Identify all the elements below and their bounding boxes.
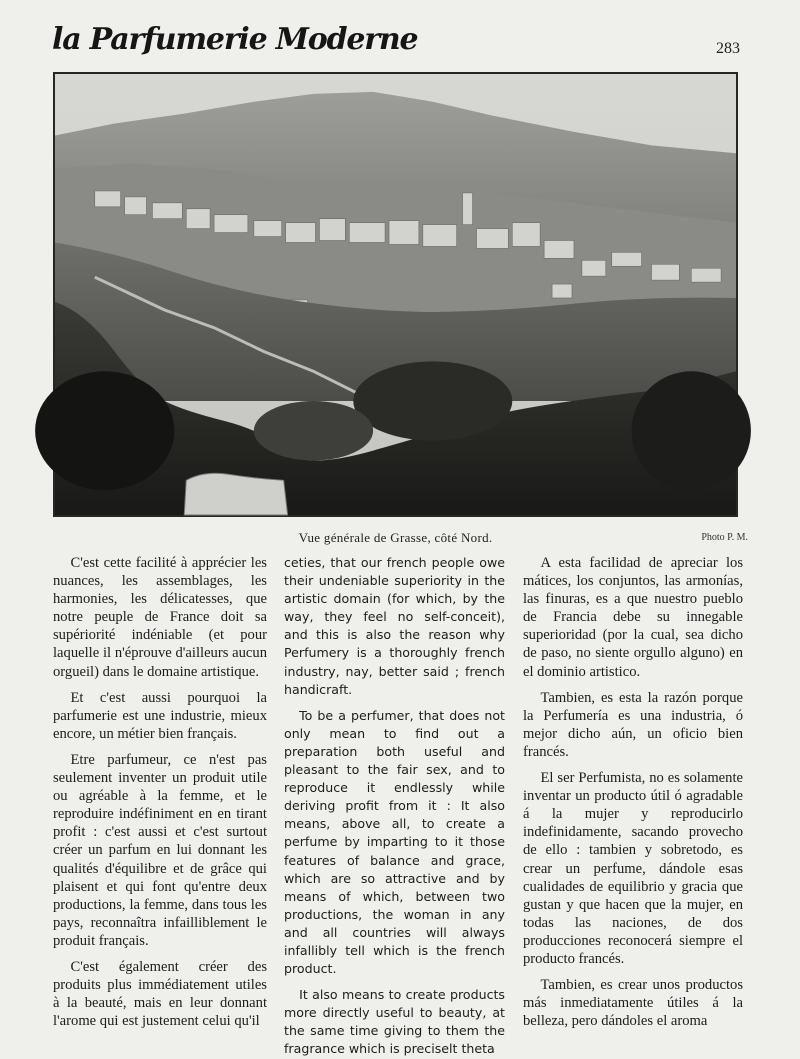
paragraph: To be a perfumer, that does not only mean to find out a preparation both useful and pleasant to the fair sex, and to reproduce it endlessly while deriving profit from it : It also means, above all, to create a perfume by imparting to it those features of balance and grace, which are so attractive and by means of which, between two productions, the woman in any and all countries will always infallibly tell which is the french product. [284, 707, 505, 977]
paragraph: Etre parfumeur, ce n'est pas seulement inventer un produit utile ou agréable à la femme, et le reproduire indéfiniment en en tirant profit : c'est aussi et c'est surtout créer un parfum en lui donnant les qualités d'équilibre et de grâce qui plaisent et qui font qu'entre deux productions, la femme, dans tous les pays, reconnaîtra infailliblement le produit français. [53, 751, 267, 949]
paragraph: Tambien, es crear unos productos más inmediatamente útiles á la belleza, pero dándoles el aroma [523, 977, 743, 1030]
column-english [284, 554, 505, 1057]
photo-credit: Photo P. M. [701, 532, 748, 543]
paragraph: It also means to create products more directly useful to beauty, at the same time giving to them the fragrance which is preciselt theta [284, 987, 505, 1057]
paragraph: C'est également créer des produits plus immédiatement utiles à la beauté, mais en leur donnant l'arome qui est justement celui qu'il [53, 958, 267, 1030]
paragraph: A esta facilidad de apreciar los mátices, los conjuntos, las armonías, las finuras, es a que nuestro pueblo de Francia debe su innegable superioridad (por la cual, sea dicho de paso, no siente orgullo alguno) en el dominio artistico. [523, 555, 743, 680]
paragraph: Tambien, es esta la razón porque la Perfumería es una industria, ó mejor dicho aún, un oficio bien francés. [523, 689, 743, 760]
column-french [53, 554, 267, 1030]
photo-grasse-panorama [53, 72, 738, 517]
paragraph: El ser Perfumista, no es solamente inventar un producto útil ó agradable á la mujer y reproducirlo indefinidamente, sacando provecho de ello : tambien y sobretodo, es crear un perfume, dándole esas cualidades de equilibrio y gracia que gustan y que hacen que la mujer, en todas las naciones, de dos producciones reconocerá siempre el producto francés. [523, 770, 743, 967]
masthead-title: la Parfumerie Moderne [52, 22, 418, 57]
landscape-photo-illustration [55, 74, 736, 515]
paragraph: Et c'est aussi pourquoi la parfumerie est une industrie, mieux encore, un métier bien français. [53, 689, 267, 742]
column-spanish [523, 554, 743, 1030]
page-number: 283 [716, 40, 740, 57]
paragraph: ceties, that our french people owe their undeniable superiority in the artistic domain (for which, by the way, they feel no self-conceit), and this is also the reason why Perfumery is a thoroughly french industry, nay, better said ; french handicraft. [284, 555, 505, 697]
paragraph: C'est cette facilité à apprécier les nuances, les assemblages, les harmonies, les délicatesses, que notre peuple de France doit sa supériorité indéniable (et pour laquelle il n'éprouve d'ailleurs aucun orgueil) dans le domaine artistique. [53, 555, 267, 680]
photo-caption: Vue générale de Grasse, côté Nord. [298, 530, 493, 545]
